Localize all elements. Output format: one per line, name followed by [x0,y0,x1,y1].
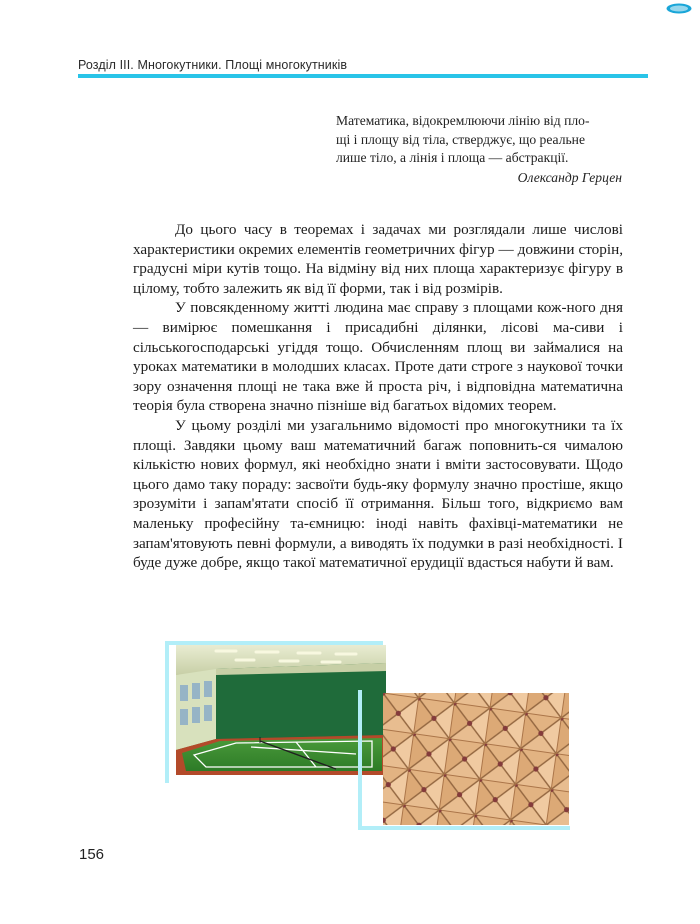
paragraph: У цьому розділі ми узагальнимо відомості про многокутники та їх площі. Завдяки цьому ваш математичний багаж поповнить-ся чималою кількістю нових формул, які необхідно знати і вміти застосовувати. Щодо цього дамо таку пораду: засвоїти будь-яку формулу значно простіше, якщо зрозуміти і запам'ятати спосіб її отримання. Більш того, відкриємо вам маленьку професійну та-ємницю: іноді навіть фахівці-математики не запам'ятовують певні формули, а виводять їх подумки в разі необхідності. І буде дуже добре, якщо такої математичної ерудиції вдасться набути й вам. [133,416,623,572]
epigraph [336,112,622,187]
page-number: 156 [79,846,105,863]
epigraph-line: Математика, відокремлюючи лінію від пло- [336,113,590,128]
header-rule [78,74,648,78]
epigraph-author: Олександр Герцен [517,169,622,185]
running-title: Розділ III. Многокутники. Площі многокутників [78,58,348,72]
epigraph-line: щі і площу від тіла, стверджує, що реальне [336,131,585,147]
paragraph: До цього часу в теоремах і задачах ми розглядали лише числові характеристики окремих елементів геометричних фігур — довжини сторін, градусні міри кутів тощо. На відміну від них площа характеризує фігуру в цілому, тобто залежить як від її форми, так і від розмірів. [133,221,623,297]
tennis-court-photo-icon [176,645,386,775]
parquet-floor-photo-icon [383,693,569,825]
paragraph: У повсякденному житті людина має справу з площами кож-ного дня — вимірює помешкання і присадибні ділянки, лісові ма-сиви і сільськогосподарські угіддя тощо. Обчисленням площ ви займалися на уроках математики в молодших класах. Проте дати строге з наукової точки зору означення площі не така вже й проста річ, і відповідна математична теорія була створена значно пізніше від багатьох відомих теорем. [133,299,623,415]
publisher-logo-icon [666,3,692,14]
epigraph-line: лише тіло, а лінія і площа — абстракції. [336,150,569,165]
chapter-intro-text [133,220,623,573]
